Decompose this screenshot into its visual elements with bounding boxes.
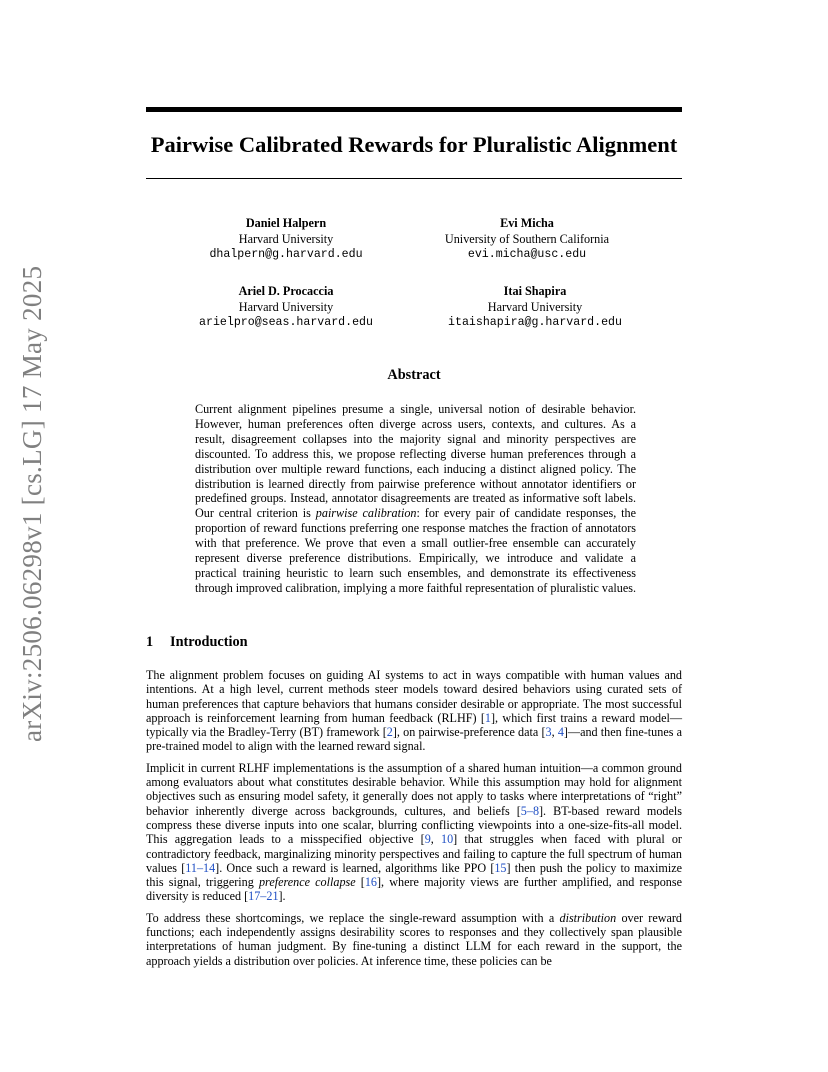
citation-link[interactable]: 5–8 bbox=[520, 803, 540, 818]
author-block-micha bbox=[397, 216, 657, 263]
emphasis-distribution: distribution bbox=[559, 910, 617, 925]
citation-link[interactable]: 11–14 bbox=[185, 860, 216, 875]
abstract-heading: Abstract bbox=[387, 367, 441, 383]
citation-link[interactable]: 17–21 bbox=[248, 889, 279, 904]
citation-link[interactable]: 2 bbox=[386, 725, 393, 740]
author-email[interactable]: arielpro@seas.harvard.edu bbox=[199, 316, 373, 329]
emphasis-pairwise-calibration: pairwise calibration bbox=[315, 506, 417, 521]
title-bottom-rule bbox=[146, 178, 682, 179]
paper-title: Pairwise Calibrated Rewards for Pluralistic Alignment bbox=[150, 132, 678, 157]
author-email[interactable]: itaishapira@g.harvard.edu bbox=[448, 316, 622, 329]
author-block-shapira bbox=[405, 284, 665, 331]
author-name: Ariel D. Procaccia bbox=[238, 284, 334, 298]
arxiv-identifier-stamp: arXiv:2506.06298v1 [cs.LG] 17 May 2025 bbox=[17, 265, 47, 742]
citation-link[interactable]: 10 bbox=[441, 832, 454, 847]
author-affiliation: University of Southern California bbox=[444, 231, 610, 246]
title-top-rule bbox=[146, 107, 682, 112]
author-affiliation: Harvard University bbox=[238, 231, 334, 246]
citation-link[interactable]: 1 bbox=[484, 710, 491, 725]
author-affiliation: Harvard University bbox=[238, 299, 334, 314]
section-heading-introduction bbox=[146, 634, 248, 651]
citation-link[interactable]: 15 bbox=[494, 860, 507, 875]
author-name: Evi Micha bbox=[500, 216, 554, 230]
paragraph: The alignment problem focuses on guiding AI systems to act in ways compatible with human values and intentions. At a high level, current methods steer models toward desired behaviors using curated sets of human preferences that capture behaviors that humans consider desirable or appropriate. The most successful approach is reinforcement learning from human feedback (RLHF) [1], which first trains a reward model—typically via the Bradley-Terry (BT) framework [2], on pairwise-preference data [3, 4]—and then fine-tunes a pre-trained model to align with the learned reward signal. bbox=[146, 668, 683, 754]
section-number: 1 bbox=[146, 634, 154, 650]
author-block-procaccia bbox=[156, 284, 416, 331]
author-name: Daniel Halpern bbox=[245, 216, 327, 230]
emphasis-preference-collapse: preference collapse bbox=[258, 875, 356, 890]
introduction-body bbox=[146, 668, 682, 975]
citation-link[interactable]: 3 bbox=[545, 725, 552, 740]
author-affiliation: Harvard University bbox=[487, 299, 583, 314]
author-email[interactable]: dhalpern@g.harvard.edu bbox=[209, 248, 363, 261]
section-title: Introduction bbox=[170, 634, 248, 650]
author-block-halpern bbox=[156, 216, 416, 263]
citation-link[interactable]: 4 bbox=[557, 725, 564, 740]
author-email[interactable]: evi.micha@usc.edu bbox=[467, 248, 587, 261]
citation-link[interactable]: 16 bbox=[364, 875, 377, 890]
paragraph: To address these shortcomings, we replace the single-reward assumption with a distribution over reward functions; each independently assigns desirability scores to responses and they collectively span plausible interpretations of human judgment. By fine-tuning a distinct LLM for each reward in the support, the approach yields a distribution over policies. At inference time, these policies can be bbox=[146, 910, 682, 968]
author-name: Itai Shapira bbox=[503, 284, 567, 298]
citation-link[interactable]: 9 bbox=[424, 832, 431, 847]
abstract-body: Current alignment pipelines presume a single, universal notion of desirable behavior. However, human preferences often diverge across users, contexts, and cultures. As a result, disagreement collapses into the majority signal and minority perspectives are discounted. To address this, we propose reflecting diverse human preferences through a distribution over multiple reward functions, each inducing a distinct aligned policy. The distribution is learned directly from pairwise preference without annotator identifiers or predefined groups. Instead, annotator disagreements are treated as informative soft labels. Our central criterion is pairwise calibration: for every pair of candidate responses, the proportion of reward functions preferring one response matches the fraction of annotators with that preference. We prove that even a small outlier-free ensemble can accurately represent diverse preference distributions. Empirically, we introduce and validate a practical training heuristic to learn such ensembles, and demonstrate its effectiveness through improved calibration, implying a more faithful representation of pluralistic values. bbox=[195, 402, 636, 595]
paragraph: Implicit in current RLHF implementations is the assumption of a shared human intuition—a common ground among evaluators about what constitutes desirable behavior. While this assumption may hold for alignment objectives such as ensuring model safety, it generally does not apply to tasks where interpretations of “right” behavior inherently diverge across backgrounds, cultures, and beliefs [5–8]. BT-based reward models compress these diverse inputs into one scalar, blurring conflicting viewpoints into a one-size-fits-all model. This aggregation leads to a misspecified objective [9, 10] that struggles when faced with plural or contradictory feedback, marginalizing minority perspectives and failing to capture the full spectrum of human values [11–14]. Once such a reward is learned, algorithms like PPO [15] then push the policy to maximize this signal, triggering preference collapse [16], where majority views are further amplified, and response diversity is reduced [17–21]. bbox=[146, 760, 682, 904]
